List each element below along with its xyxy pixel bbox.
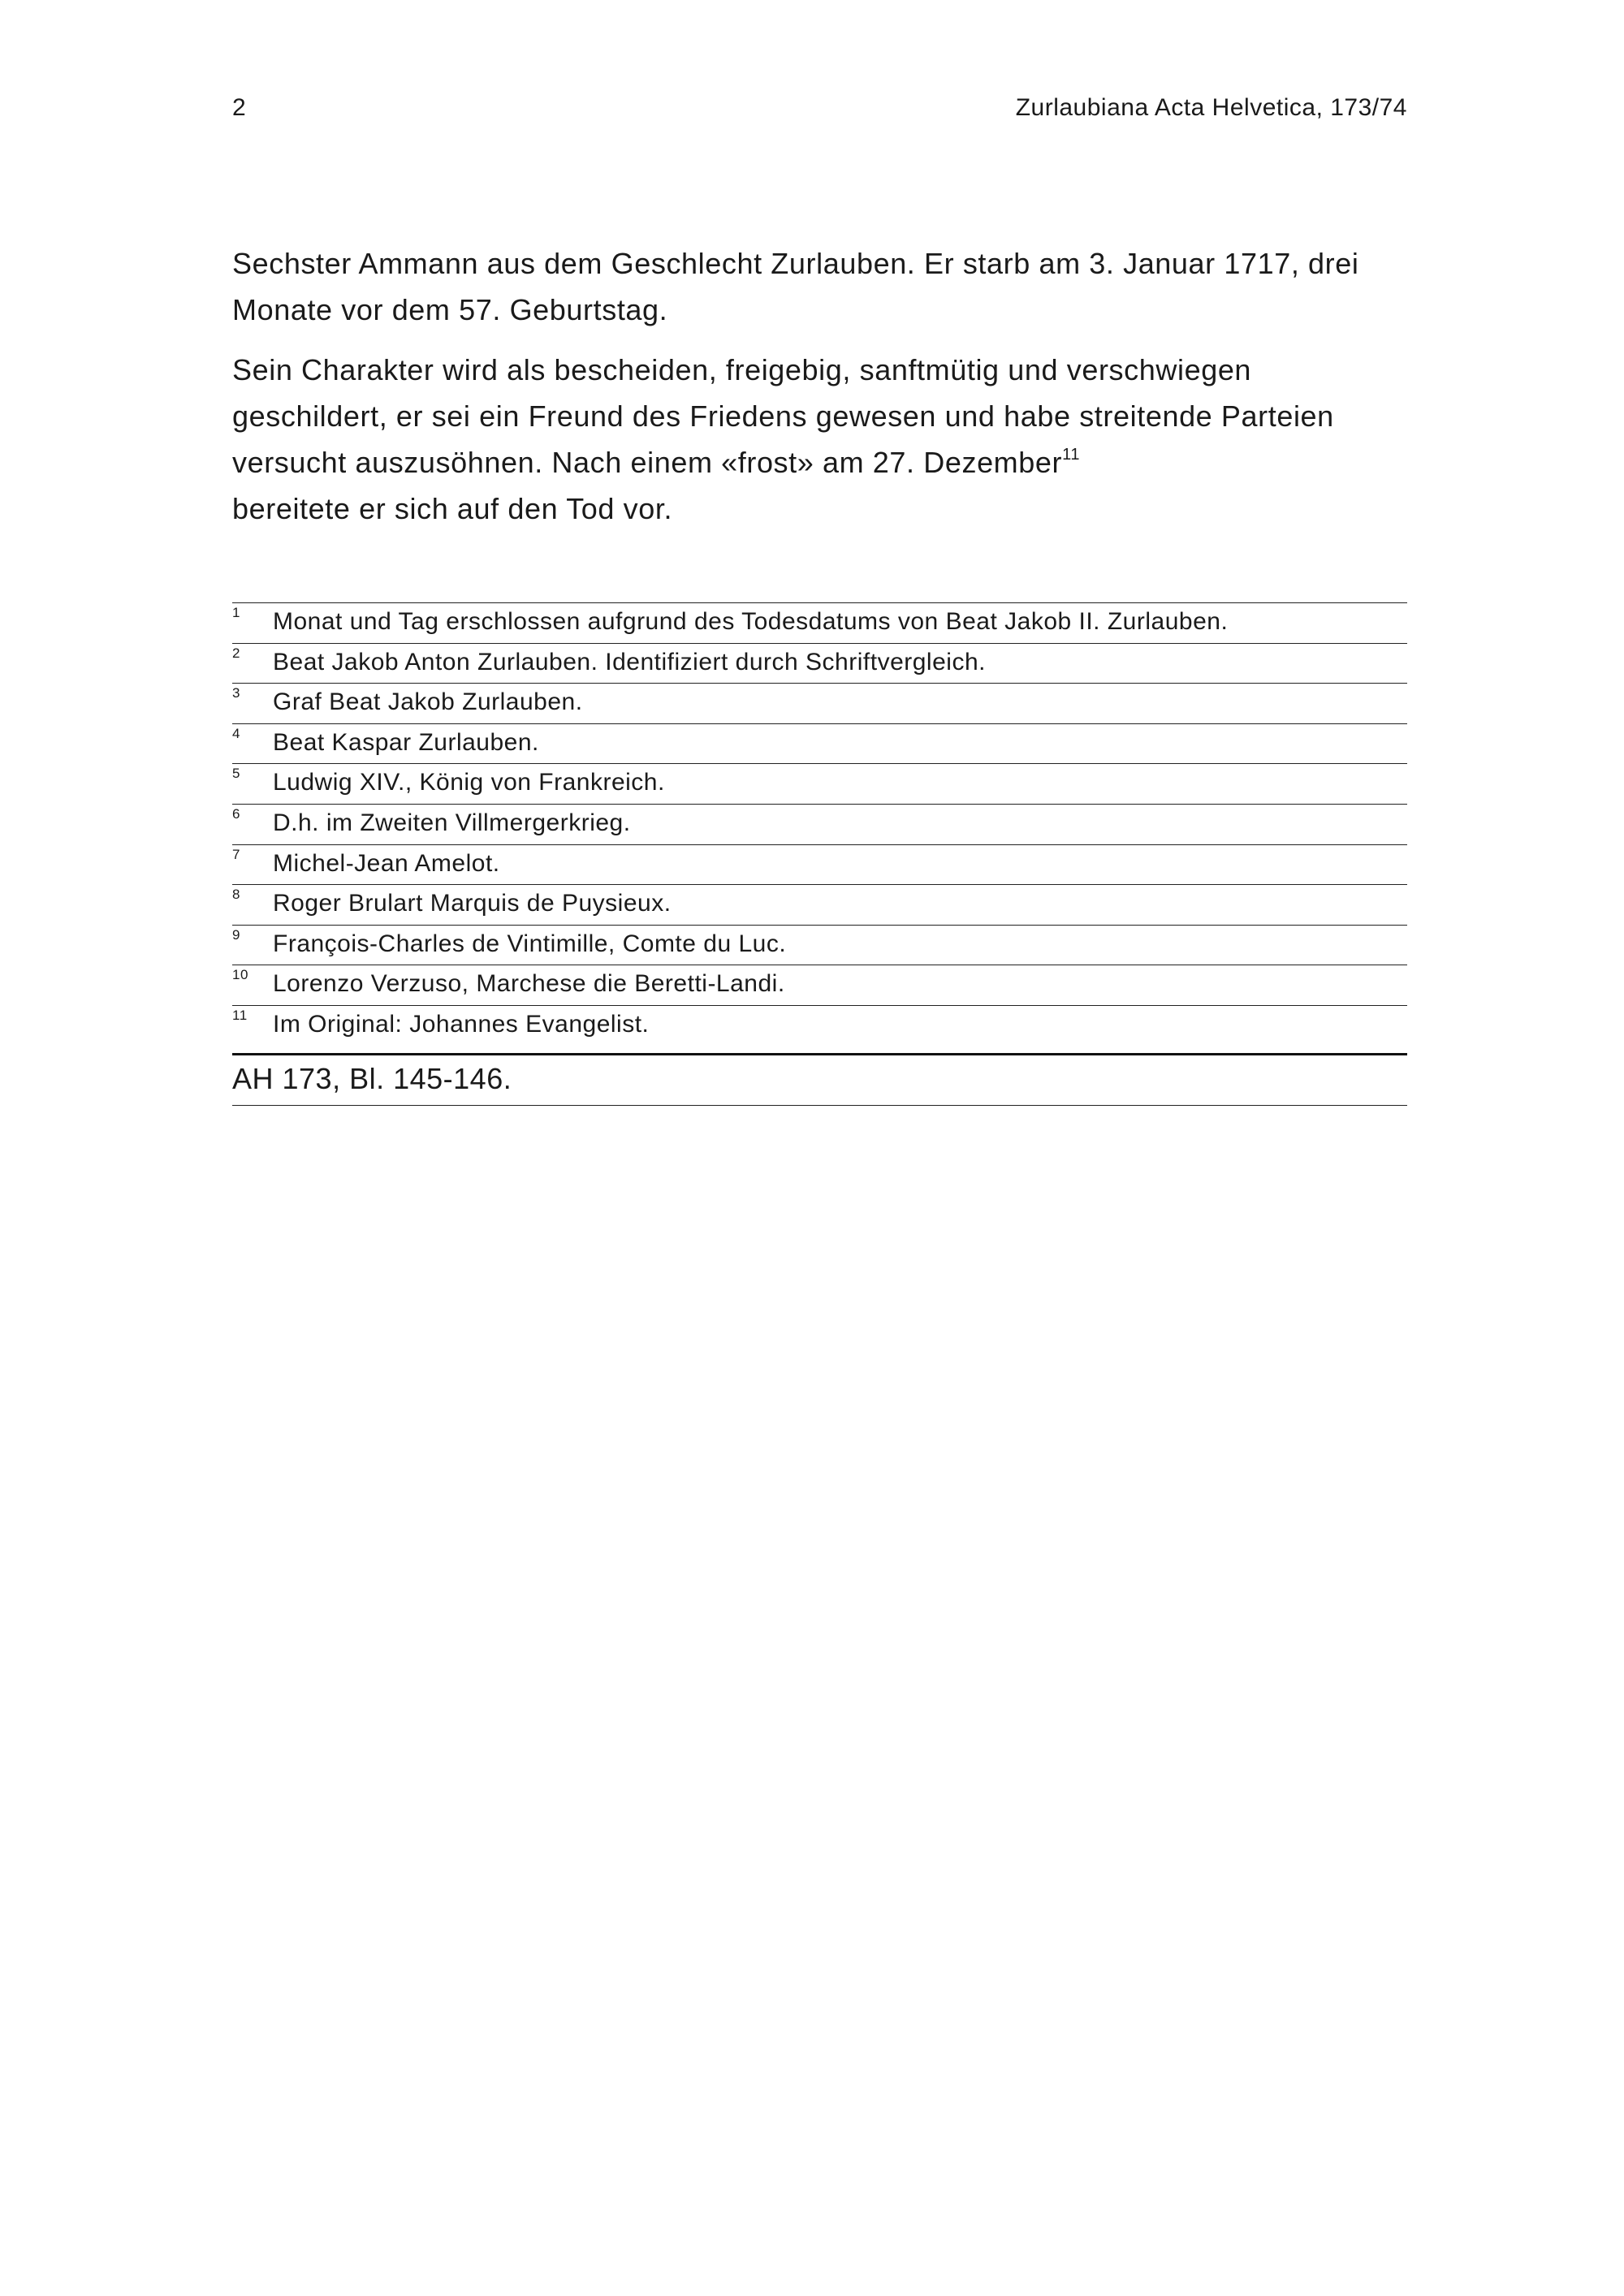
running-title: Zurlaubiana Acta Helvetica, 173/74 bbox=[1015, 94, 1407, 121]
footnote-reference[interactable]: 11 bbox=[1062, 446, 1081, 464]
footnote-number: 4 bbox=[232, 725, 240, 741]
footnote-number: 5 bbox=[232, 766, 240, 782]
footnote-row bbox=[232, 965, 1407, 1005]
footnote-number: 6 bbox=[232, 805, 240, 822]
footnote-number: 1 bbox=[232, 605, 240, 620]
paragraph-2-end: bereitete er sich auf den Tod vor. bbox=[232, 492, 673, 525]
paragraph-2-text: Sein Charakter wird als bescheiden, freigebig, sanftmütig und verschwiegen geschildert, er sei ein Freund des Friedens gewesen und habe streitende Parteien versucht auszusöhnen. Nach einem «frost» am 27. Dezember bbox=[232, 353, 1334, 479]
footnote-row bbox=[232, 602, 1407, 643]
footnote-text: Michel-Jean Amelot. bbox=[273, 849, 500, 877]
footnote-text: Graf Beat Jakob Zurlauben. bbox=[273, 688, 583, 716]
footnote-number: 9 bbox=[232, 926, 240, 943]
footnote-number: 8 bbox=[232, 887, 240, 903]
footnote-row bbox=[232, 1005, 1407, 1053]
paragraph-1: Sechster Ammann aus dem Geschlecht Zurlauben. Er starb am 3. Januar 1717, drei Monate vor dem 57. Geburtstag. bbox=[232, 247, 1359, 326]
footnote-text: Im Original: Johannes Evangelist. bbox=[273, 1010, 650, 1038]
footnote-text: Lorenzo Verzuso, Marchese die Beretti-Landi. bbox=[273, 970, 785, 998]
footnote-text: Monat und Tag erschlossen aufgrund des Todesdatums von Beat Jakob II. Zurlauben. bbox=[273, 608, 1229, 635]
footnote-row bbox=[232, 683, 1407, 723]
page-number: 2 bbox=[232, 94, 247, 121]
footnote-number: 10 bbox=[232, 967, 248, 983]
footnote-text: Beat Kaspar Zurlauben. bbox=[273, 728, 539, 756]
paragraph-2 bbox=[232, 347, 1407, 532]
footnote-text: Ludwig XIV., König von Frankreich. bbox=[273, 769, 665, 796]
footnote-row bbox=[232, 884, 1407, 925]
footnote-text: Beat Jakob Anton Zurlauben. Identifiziert durch Schriftvergleich. bbox=[273, 648, 986, 675]
source-reference bbox=[232, 1053, 1407, 1106]
footnote-row bbox=[232, 844, 1407, 885]
footnote-row bbox=[232, 763, 1407, 804]
footnote-text: D.h. im Zweiten Villmergerkrieg. bbox=[273, 809, 631, 836]
footnote-text: Roger Brulart Marquis de Puysieux. bbox=[273, 890, 672, 917]
footnote-number: 7 bbox=[232, 846, 240, 862]
footnote-row bbox=[232, 723, 1407, 764]
footnote-row bbox=[232, 804, 1407, 844]
footnote-row bbox=[232, 643, 1407, 684]
footnote-number: 3 bbox=[232, 685, 240, 701]
footnote-row bbox=[232, 925, 1407, 965]
source-text: AH 173, Bl. 145-146. bbox=[232, 1062, 512, 1095]
footnotes bbox=[232, 602, 1407, 1053]
footnote-text: François-Charles de Vintimille, Comte du Luc. bbox=[273, 930, 787, 957]
footnote-number: 2 bbox=[232, 645, 240, 661]
footnote-number: 11 bbox=[232, 1007, 248, 1023]
